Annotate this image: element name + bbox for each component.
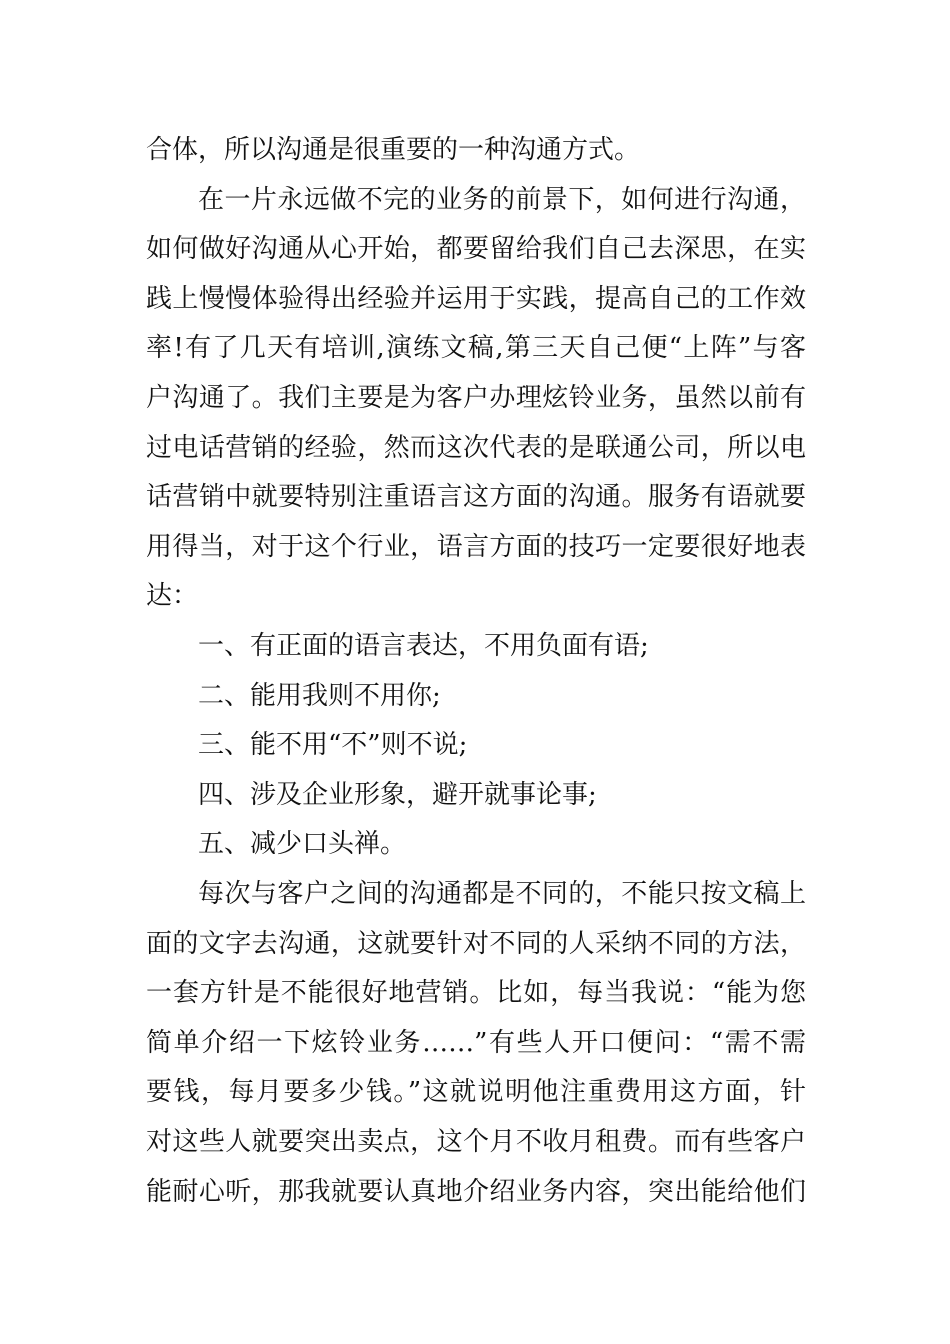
list-item: 四、涉及企业形象，避开就事论事; <box>198 780 597 810</box>
text-line: 面的文字去沟通，这就要针对不同的人采纳不同的方法， <box>146 929 806 959</box>
text-line: 每次与客户之间的沟通都是不同的，不能只按文稿上 <box>198 879 806 909</box>
text-line: 合体，所以沟通是很重要的一种沟通方式。 <box>146 135 641 165</box>
text-line: 达： <box>146 581 199 611</box>
list-item: 二、能用我则不用你; <box>198 681 441 711</box>
text-line: 过电话营销的经验，然而这次代表的是联通公司，所以电 <box>146 433 806 463</box>
text-line: 一套方针是不能很好地营销。比如，每当我说：“能为您 <box>146 978 806 1008</box>
list-item: 一、有正面的语言表达，不用负面有语; <box>198 631 649 661</box>
text-line: 用得当，对于这个行业，语言方面的技巧一定要很好地表 <box>146 532 806 562</box>
text-line: 要钱，每月要多少钱。”这就说明他注重费用这方面，针 <box>146 1077 806 1107</box>
text-line: 践上慢慢体验得出经验并运用于实践，提高自己的工作效 <box>146 284 806 314</box>
list-item: 五、减少口头禅。 <box>198 829 407 859</box>
list-item: 三、能不用“不”则不说; <box>198 730 468 760</box>
text-line: 话营销中就要特别注重语言这方面的沟通。服务有语就要 <box>146 482 806 512</box>
text-line: 简单介绍一下炫铃业务……”有些人开口便问：“需不需 <box>146 1028 806 1058</box>
text-line: 如何做好沟通从心开始，都要留给我们自己去深思，在实 <box>146 234 806 264</box>
text-line: 户沟通了。我们主要是为客户办理炫铃业务，虽然以前有 <box>146 383 806 413</box>
text-line: 对这些人就要突出卖点，这个月不收月租费。而有些客户 <box>146 1127 806 1157</box>
text-line: 率!有了几天有培训,演练文稿,第三天自己便“上阵”与客 <box>146 333 806 363</box>
text-line: 能耐心听，那我就要认真地介绍业务内容，突出能给他们 <box>146 1177 806 1207</box>
text-line: 在一片永远做不完的业务的前景下，如何进行沟通， <box>198 185 806 215</box>
